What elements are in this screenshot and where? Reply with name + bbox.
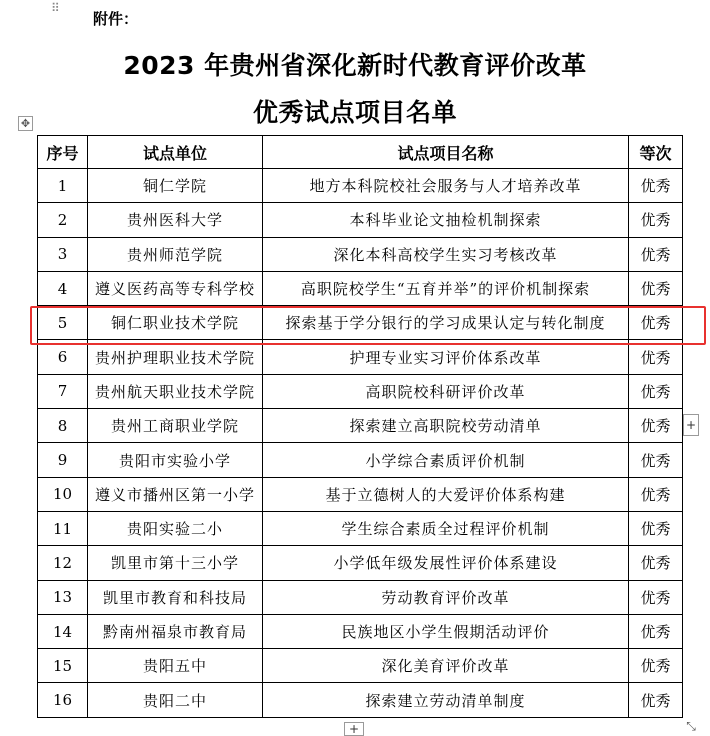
cell-project: 民族地区小学生假期活动评价 [263,614,629,648]
cell-project: 劳动教育评价改革 [263,580,629,614]
table-row [38,649,683,683]
cell-number: 5 [38,306,88,340]
cell-grade: 优秀 [629,169,683,203]
cell-grade: 优秀 [629,580,683,614]
table-row [38,477,683,511]
drag-handle-icon[interactable]: ⠿ [51,1,61,15]
cell-grade: 优秀 [629,271,683,305]
cell-unit: 凯里市第十三小学 [88,546,263,580]
cell-project: 深化美育评价改革 [263,649,629,683]
add-row-button[interactable]: + [344,722,364,736]
cell-number: 15 [38,649,88,683]
table-row [38,409,683,443]
cell-unit: 凯里市教育和科技局 [88,580,263,614]
cell-number: 9 [38,443,88,477]
cell-number: 2 [38,203,88,237]
cell-number: 13 [38,580,88,614]
cell-project: 本科毕业论文抽检机制探索 [263,203,629,237]
table-row [38,546,683,580]
cell-number: 11 [38,511,88,545]
table-row [38,374,683,408]
cell-unit: 贵阳二中 [88,683,263,717]
table-row [38,580,683,614]
cell-unit: 贵州航天职业技术学院 [88,374,263,408]
table-row [38,614,683,648]
cell-number: 7 [38,374,88,408]
table-resize-icon[interactable]: ⤡ [686,719,696,733]
document-title-line1: 2023 年贵州省深化新时代教育评价改革 [123,51,587,80]
cell-grade: 优秀 [629,306,683,340]
cell-number: 14 [38,614,88,648]
cell-number: 1 [38,169,88,203]
header-number: 序号 [38,136,88,169]
cell-project: 地方本科院校社会服务与人才培养改革 [263,169,629,203]
cell-grade: 优秀 [629,374,683,408]
cell-grade: 优秀 [629,649,683,683]
add-column-button[interactable]: + [683,414,699,436]
cell-grade: 优秀 [629,203,683,237]
cell-grade: 优秀 [629,511,683,545]
cell-number: 16 [38,683,88,717]
header-unit: 试点单位 [88,136,263,169]
cell-project: 护理专业实习评价体系改革 [263,340,629,374]
cell-project: 探索建立高职院校劳动清单 [263,409,629,443]
cell-grade: 优秀 [629,409,683,443]
cell-unit: 贵州医科大学 [88,203,263,237]
highlight-box [30,306,706,345]
cell-grade: 优秀 [629,340,683,374]
cell-number: 6 [38,340,88,374]
cell-unit: 贵州工商职业学院 [88,409,263,443]
cell-unit: 遵义医药高等专科学校 [88,271,263,305]
cell-project: 小学综合素质评价机制 [263,443,629,477]
table-row [38,340,683,374]
attachment-label: 附件： [93,10,139,28]
table-row [38,271,683,305]
cell-number: 3 [38,237,88,271]
cell-grade: 优秀 [629,477,683,511]
project-list-table [37,135,683,718]
cell-grade: 优秀 [629,237,683,271]
cell-unit: 贵阳市实验小学 [88,443,263,477]
cell-project: 学生综合素质全过程评价机制 [263,511,629,545]
header-project: 试点项目名称 [263,136,629,169]
cell-number: 10 [38,477,88,511]
cell-number: 8 [38,409,88,443]
cell-number: 12 [38,546,88,580]
table-row [38,237,683,271]
cell-grade: 优秀 [629,443,683,477]
table-row [38,511,683,545]
cell-unit: 贵阳五中 [88,649,263,683]
cell-grade: 优秀 [629,614,683,648]
cell-project: 探索建立劳动清单制度 [263,683,629,717]
cell-project: 小学低年级发展性评价体系建设 [263,546,629,580]
cell-unit: 贵州护理职业技术学院 [88,340,263,374]
cell-unit: 贵阳实验二小 [88,511,263,545]
cell-project: 基于立德树人的大爱评价体系构建 [263,477,629,511]
cell-grade: 优秀 [629,683,683,717]
cell-unit: 遵义市播州区第一小学 [88,477,263,511]
table-row [38,169,683,203]
table-header-row [38,136,683,169]
cell-unit: 黔南州福泉市教育局 [88,614,263,648]
cell-unit: 铜仁职业技术学院 [88,306,263,340]
cell-number: 4 [38,271,88,305]
cell-project: 高职院校科研评价改革 [263,374,629,408]
cell-project: 深化本科高校学生实习考核改革 [263,237,629,271]
table-move-handle-icon[interactable]: ✥ [18,116,33,131]
table-row [38,683,683,717]
cell-unit: 贵州师范学院 [88,237,263,271]
document-title-line2: 优秀试点项目名单 [252,98,457,127]
table-row [38,203,683,237]
cell-project: 高职院校学生“五育并举”的评价机制探索 [263,271,629,305]
cell-project: 探索基于学分银行的学习成果认定与转化制度 [263,306,629,340]
cell-unit: 铜仁学院 [88,169,263,203]
cell-grade: 优秀 [629,546,683,580]
header-grade: 等次 [629,136,683,169]
table-row [38,443,683,477]
